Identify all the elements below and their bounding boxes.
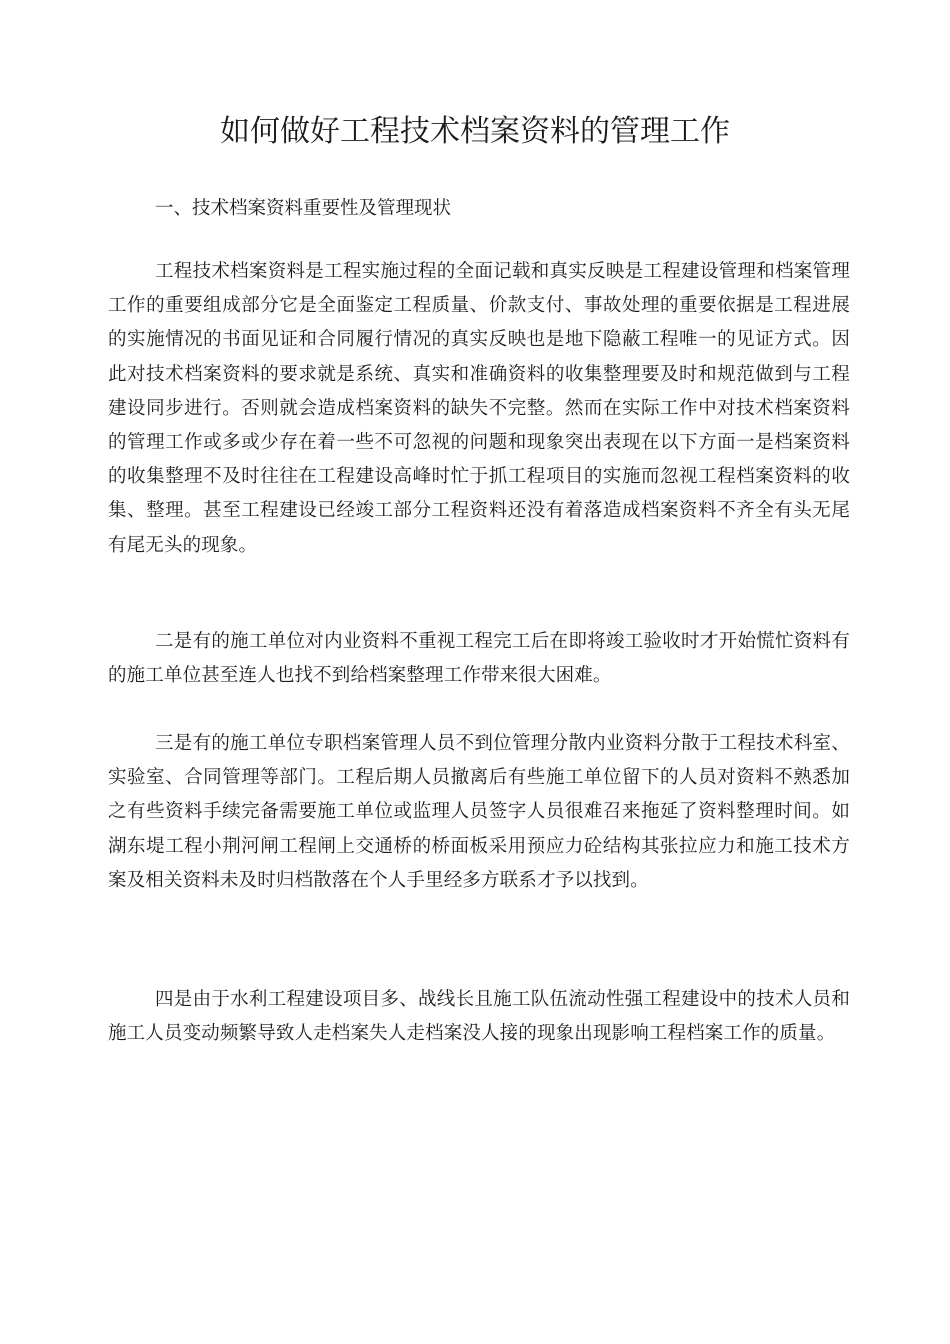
paragraph-3: 三是有的施工单位专职档案管理人员不到位管理分散内业资料分散于工程技术科室、实验室、合同管理等部门。工程后期人员撤离后有些施工单位留下的人员对资料不熟悉加之有些资料手续完备需要施工单位或监理人员签字人员很难召来拖延了资料整理时间。如湖东堤工程小荆河闸工程闸上交通桥的桥面板采用预应力砼结构其张拉应力和施工技术方案及相关资料未及时归档散落在个人手里经多方联系才予以找到。 — [108, 733, 850, 891]
section-heading: 一、技术档案资料重要性及管理现状 — [155, 198, 452, 219]
document-title: 如何做好工程技术档案资料的管理工作 — [220, 114, 730, 149]
paragraph-1: 工程技术档案资料是工程实施过程的全面记载和真实反映是工程建设管理和档案管理工作的重要组成部分它是全面鉴定工程质量、价款支付、事故处理的重要依据是工程进展的实施情况的书面见证和合同履行情况的真实反映也是地下隐蔽工程唯一的见证方式。因此对技术档案资料的要求就是系统、真实和准确资料的收集整理要及时和规范做到与工程建设同步进行。否则就会造成档案资料的缺失不完整。然而在实际工作中对技术档案资料的管理工作或多或少存在着一些不可忽视的问题和现象突出表现在以下方面一是档案资料的收集整理不及时往往在工程建设高峰时忙于抓工程项目的实施而忽视工程档案资料的收集、整理。甚至工程建设已经竣工部分工程资料还没有着落造成档案资料不齐全有头无尾有尾无头的现象。 — [108, 261, 850, 556]
paragraph-2: 二是有的施工单位对内业资料不重视工程完工后在即将竣工验收时才开始慌忙资料有的施工单位甚至连人也找不到给档案整理工作带来很大困难。 — [108, 631, 850, 687]
paragraph-4: 四是由于水利工程建设项目多、战线长且施工队伍流动性强工程建设中的技术人员和施工人员变动频繁导致人走档案失人走档案没人接的现象出现影响工程档案工作的质量。 — [108, 989, 850, 1045]
